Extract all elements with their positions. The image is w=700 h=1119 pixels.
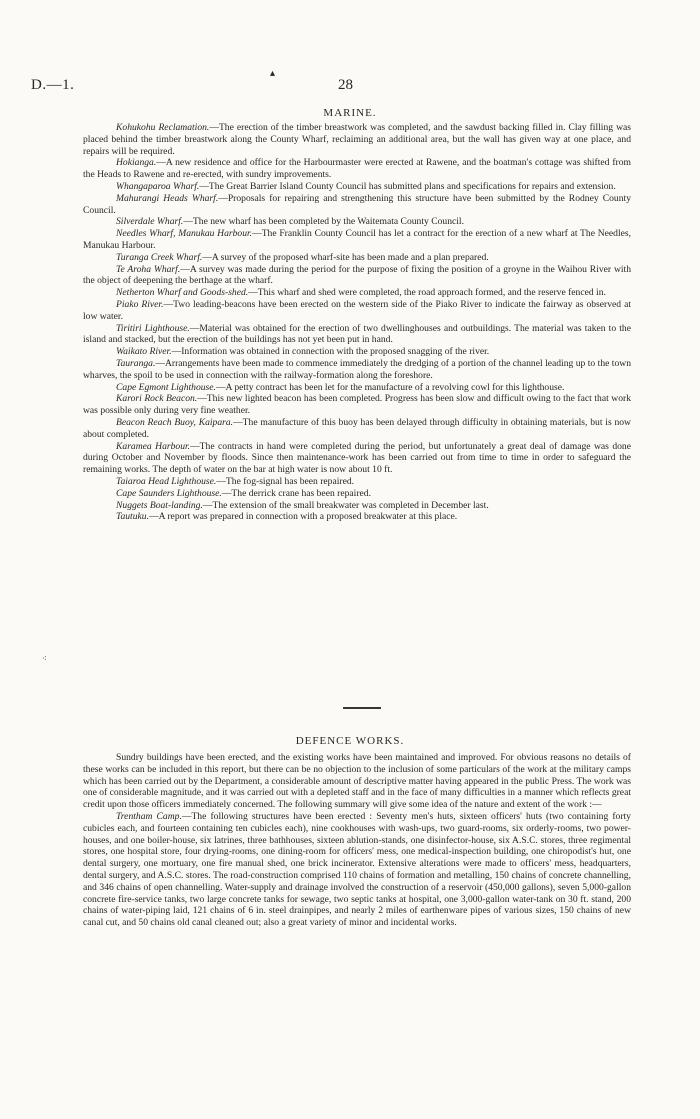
item-title: Tiritiri Lighthouse. xyxy=(116,322,190,334)
paragraph xyxy=(83,476,631,488)
item-text: —Material was obtained for the erection of two dwellinghouses and outbuildings. The material was taken to the island and stacked, but the erection of the buildings has not yet been put in hand. xyxy=(83,322,631,346)
item-title: Karamea Harbour. xyxy=(116,440,191,452)
item-title: Beacon Reach Buoy, Kaipara. xyxy=(116,416,234,428)
item-title: Hokianga. xyxy=(116,157,157,169)
item-title: Nuggets Boat-landing. xyxy=(116,499,203,511)
defence-heading: DEFENCE WORKS. xyxy=(295,735,405,747)
marine-heading: MARINE. xyxy=(323,107,377,119)
item-title: Karori Rock Beacon. xyxy=(116,393,198,405)
paragraph xyxy=(83,193,631,217)
item-text: —The following structures have been erected : Seventy men's huts, sixteen officers' huts (two containing forty cubicles each, and fourteen containing ten cubicles each), nine cookhouses with wash-ups, two guard-rooms, six orderly-rooms, two power-houses, and one boiler-house, six latrines, three bathhouses, sixteen ablution-stands, one disinfector-house, six A.S.C. stores, three regimental stores, one hospital store, four drying-rooms, one dining-room for officers' mess, one medical-inspection building, one chiropodist's hut, one dental surgery, one mortuary, one fire manual shed, one brick incinerator. Extensive alterations were made to officers' mess, headquarters, dental surgery, and A.S.C. stores. The road-construction comprised 110 chains of formation and metalling, 150 chains of concrete channelling, and 346 chains of open channelling. Water-supply and drainage involved the construction of a reservoir (450,000 gallons), seven 5,000-gallon concrete fire-service tanks, two large concrete tanks for sewage, two septic tanks at hospital, one 3,000-gallon water-tank on 30 ft. stand, 200 chains of water-piping laid, 121 chains of 6 in. steel drainpipes, and nearly 2 miles of earthenware pipes of various sizes, 150 chains of new canal cut, and 50 chains old canal cleaned out; also a great variety of minor and incidental works. xyxy=(83,810,631,929)
paragraph xyxy=(83,346,631,358)
item-title: Waikato River. xyxy=(116,346,172,358)
item-text: —Arrangements have been made to commence immediately the dredging of a portion of the channel leading up to the town wharves, the spoil to be used in connection with the railway-formation along the foreshore. xyxy=(83,357,631,381)
paragraph xyxy=(83,358,631,382)
paragraph xyxy=(83,382,631,394)
margin-speck: ⁖ xyxy=(42,654,47,663)
item-title: Tauranga. xyxy=(116,357,156,369)
item-title: Netherton Wharf and Goods-shed. xyxy=(116,287,249,299)
paragraph xyxy=(83,122,631,157)
paragraph xyxy=(83,511,631,523)
item-text: —A report was prepared in connection with a proposed breakwater at this place. xyxy=(148,511,458,523)
item-text: —The Franklin County Council has let a contract for the erection of a new wharf at The Needles, Manukau Harbour. xyxy=(83,228,631,251)
printer-mark: ▴ xyxy=(270,68,276,79)
paragraph xyxy=(83,287,631,299)
item-text: —A petty contract has been let for the manufacture of a revolving cowl for this lighthouse. xyxy=(215,381,565,393)
paragraph xyxy=(83,323,631,347)
marine-section xyxy=(83,122,631,523)
item-text: —The extension of the small breakwater was completed in December last. xyxy=(202,499,489,511)
series-code: D.—1. xyxy=(31,77,75,93)
item-text: —A new residence and office for the Harbourmaster were erected at Rawene, and the boatman's cottage was shifted from the Heads to Rawene and re-erected, with sundry improvements. xyxy=(83,157,631,181)
item-title: Whangaparoa Wharf. xyxy=(116,180,200,192)
item-text: —Proposals for repairing and strengthening this structure have been submitted by the Rodney County Council. xyxy=(83,192,631,216)
item-title: Turanga Creek Wharf. xyxy=(116,251,203,263)
item-title: Silverdale Wharf. xyxy=(116,216,184,228)
paragraph xyxy=(83,441,631,476)
item-title: Te Aroha Wharf. xyxy=(116,263,181,275)
item-title: Kohukohu Reclamation. xyxy=(116,122,210,133)
item-text: —A survey of the proposed wharf-site has been made and a plan prepared. xyxy=(202,251,489,263)
paragraph xyxy=(83,181,631,193)
item-title: Cape Egmont Lighthouse. xyxy=(116,381,216,393)
paragraph xyxy=(83,811,631,929)
paragraph xyxy=(83,264,631,288)
item-title: Mahurangi Heads Wharf. xyxy=(116,192,219,204)
paragraph xyxy=(83,299,631,323)
item-text: —The manufacture of this buoy has been delayed through difficulty in obtaining materials, but is now about completed. xyxy=(83,416,631,440)
paragraph xyxy=(83,157,631,181)
item-text: —The new wharf has been completed by the Waitemata County Council. xyxy=(183,216,464,228)
item-title: Needles Wharf, Manukau Harbour. xyxy=(116,228,253,240)
item-text: —This wharf and shed were completed, the road approach formed, and the reserve fenced in. xyxy=(248,287,606,299)
paragraph xyxy=(83,500,631,512)
section-divider xyxy=(343,707,381,709)
paragraph xyxy=(83,417,631,441)
item-text: —The erection of the timber breastwork was completed, and the sawdust backing filled in. Clay filling was placed behind the timber breastwork along the County Wharf, reclaiming an additional area, but the wall has given way at one place, and repairs will be required. xyxy=(83,122,631,157)
defence-section xyxy=(83,752,631,929)
page-number: 28 xyxy=(338,77,353,93)
item-text: —This new lighted beacon has been completed. Progress has been slow and difficult owing to the fact that work was possible only during very fine weather. xyxy=(83,393,631,417)
paragraph xyxy=(83,393,631,417)
paragraph xyxy=(83,216,631,228)
item-text: —Two leading-beacons have been erected on the western side of the Piako River to indicate the fairway as observed at low water. xyxy=(83,298,631,322)
paragraph xyxy=(83,488,631,500)
item-text: —A survey was made during the period for the purpose of fixing the position of a groyne in the Waihou River with the object of deepening the berthage at the wharf. xyxy=(83,263,632,287)
item-text: —The derrick crane has been repaired. xyxy=(221,487,371,499)
item-title: Tautuku. xyxy=(116,511,149,523)
paragraph xyxy=(83,252,631,264)
item-title: Cape Saunders Lighthouse. xyxy=(116,487,222,499)
item-text: —The fog-signal has been repaired. xyxy=(216,475,355,487)
paragraph xyxy=(83,228,631,252)
item-title: Taiaroa Head Lighthouse. xyxy=(116,475,217,487)
item-text: —The Great Barrier Island County Council has submitted plans and specifications for repairs and extension. xyxy=(199,180,616,192)
item-text: —The contracts in hand were completed during the period, but unfortunately a great deal of damage was done during October and November by floods. Since then maintenance-work has been carried out from time to time in order to safeguard the remaining works. The depth of water on the bar at high water is now about 10 ft. xyxy=(83,440,631,476)
item-title: Trentham Camp. xyxy=(116,810,182,822)
item-title: Piako River. xyxy=(116,298,164,310)
paragraph: Sundry buildings have been erected, and the existing works have been maintained and improved. For obvious reasons no details of these works can be included in this report, but there can be no objection to the inclusion of some particulars of the work at the military camps which has been carried out by the Department, a considerable amount of descriptive matter having appeared in the public Press. The work was one of considerable magnitude, and it was carried out with a depleted staff and in the face of many difficulties in a manner which reflects great credit upon those officers immediately concerned. The following summary will give some idea of the nature and extent of the work :— xyxy=(83,752,631,811)
item-text: —Information was obtained in connection with the proposed snagging of the river. xyxy=(171,346,490,358)
